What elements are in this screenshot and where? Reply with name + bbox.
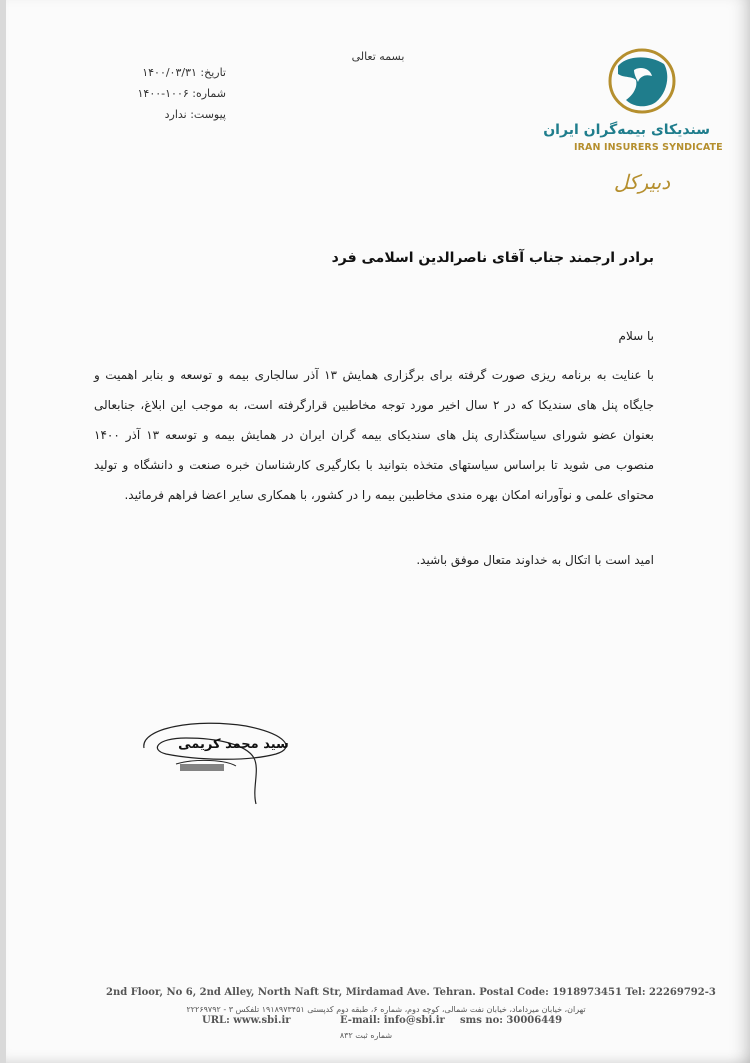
closing-line: امید است با اتکال به خداوند متعال موفق باشید. (416, 553, 654, 567)
secretary-general-label: دبیرکل (613, 170, 671, 194)
logo-name-fa: سندیکای بیمه‌گران ایران (543, 122, 710, 138)
letter-meta (116, 62, 226, 125)
letter-number: شماره: ۱۰۰۶-۱۴۰۰ (137, 87, 226, 100)
footer-address-fa: تهران، خیابان میرداماد، خیابان نفت شمالی، کوچه دوم، شماره ۶، طبقه دوم کدپستی ۱۹۱۸۹۷۳۴۵۱ تلفکس ۳ - ۲۲۲۶۹۷۹۲ (186, 1005, 586, 1014)
logo-name-en: IRAN INSURERS SYNDICATE (574, 142, 723, 153)
signature-name: سید محمد کریمی (178, 737, 289, 752)
letter-date: تاریخ: ۱۴۰۰/۰۳/۳۱ (142, 66, 226, 79)
footer-address-en: 2nd Floor, No 6, 2nd Alley, North Naft Str, Mirdamad Ave. Tehran. Postal Code: 1918973451 Tel: 22269792-3 (106, 987, 716, 998)
besm-heading: بسمه تعالی (351, 50, 405, 63)
letter-body-text: با عنایت به برنامه ریزی صورت گرفته برای برگزاری همایش ۱۳ آذر سالجاری بیمه و توسعه و بنابر اهمیت و جایگاه پنل های سندیکا که در ۲ سال اخیر مورد توجه مخاطبین قرارگرفته است، به موجب این ابلاغ، جنابعالی بعنوان عضو شورای سیاستگذاری پنل های سندیکای بیمه گران ایران در همایش بیمه و توسعه ۱۳ آذر ۱۴۰۰ منصوب می شوید تا براساس سیاستهای متخذه بتوانید با بکارگیری کارشناسان خبره صنعت و دانشگاه و تولید محتوای علمی و نوآورانه امکان بهره مندی مخاطبین بیمه را در کشور، با همکاری سایر اعضا فراهم فرمائید. (94, 368, 655, 502)
letter-page (6, 0, 750, 1063)
syndicate-emblem-icon (608, 48, 676, 114)
footer-sms: sms no: 30006449 (460, 1015, 563, 1026)
salutation: با سلام (618, 329, 654, 343)
footer-registration: شماره ثبت ۸۳۲ (339, 1031, 393, 1040)
recipient-line: برادر ارجمند جناب آقای ناصرالدین اسلامی فرد (331, 250, 654, 266)
letter-attachment: پیوست: ندارد (164, 108, 226, 121)
signature-scribble-icon (136, 708, 306, 808)
footer-url: URL: www.sbi.ir (202, 1015, 291, 1026)
letter-body (94, 360, 654, 510)
footer-email: E-mail: info@sbi.ir (340, 1015, 445, 1026)
